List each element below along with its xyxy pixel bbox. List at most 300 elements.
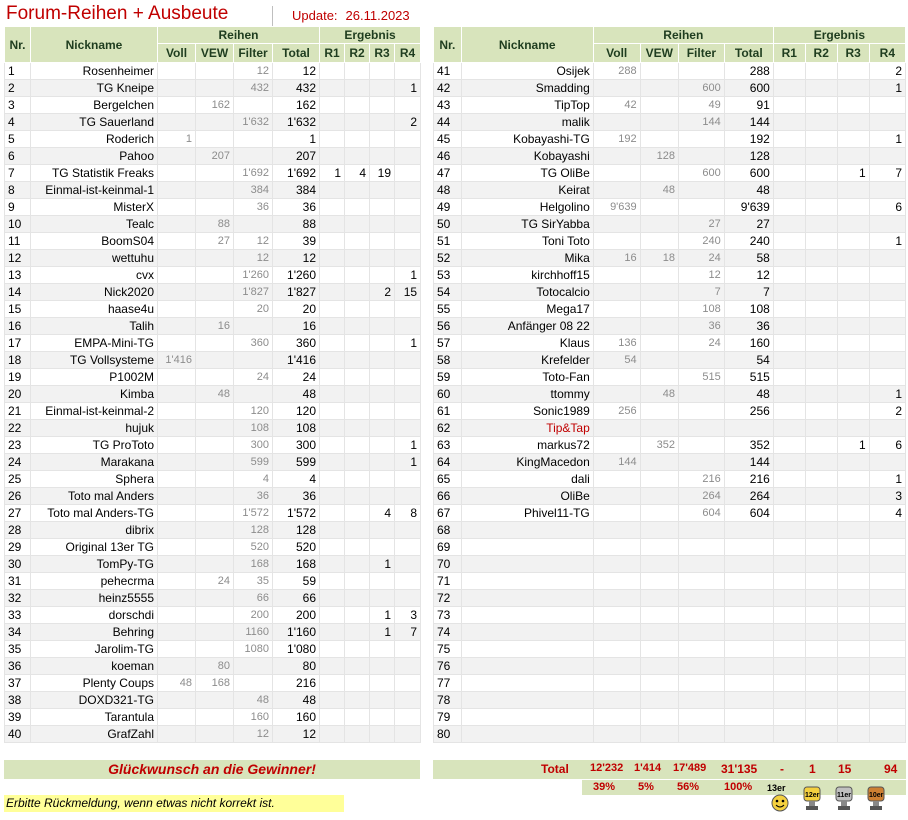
- row-r3: [370, 369, 395, 386]
- row-vew: 80: [196, 658, 234, 675]
- row-voll: [158, 148, 196, 165]
- row-r3: [837, 369, 869, 386]
- row-vew: [640, 726, 678, 743]
- row-nr: 50: [434, 216, 462, 233]
- table-row: [434, 301, 906, 318]
- row-filter: 520: [234, 539, 273, 556]
- total-total: 31'135: [721, 762, 758, 776]
- row-r3: [837, 590, 869, 607]
- row-r4: [869, 522, 905, 539]
- row-voll: [158, 590, 196, 607]
- row-vew: 27: [196, 233, 234, 250]
- row-nickname: [461, 624, 593, 641]
- row-vew: [640, 658, 678, 675]
- row-nickname: wettuhu: [31, 250, 158, 267]
- row-filter: [678, 63, 724, 80]
- row-nr: 23: [5, 437, 31, 454]
- row-r2: [345, 148, 370, 165]
- row-r2: [805, 80, 837, 97]
- row-voll: [158, 114, 196, 131]
- row-total: 88: [273, 216, 320, 233]
- row-voll: [158, 658, 196, 675]
- update-label: Update:: [292, 8, 338, 23]
- row-total: 1'692: [273, 165, 320, 182]
- row-nickname: [461, 641, 593, 658]
- row-vew: 168: [196, 675, 234, 692]
- row-nickname: Toni Toto: [461, 233, 593, 250]
- col-nickname: Nickname: [461, 27, 593, 63]
- row-r2: [805, 471, 837, 488]
- row-vew: 48: [640, 386, 678, 403]
- row-r1: [320, 233, 345, 250]
- row-vew: [640, 624, 678, 641]
- table-row: [434, 675, 906, 692]
- update-date: 26.11.2023: [345, 8, 410, 23]
- row-filter: [678, 148, 724, 165]
- pct-total: 100%: [724, 781, 753, 793]
- row-r3: [370, 80, 395, 97]
- row-filter: 24: [234, 369, 273, 386]
- table-row: [5, 318, 421, 335]
- row-nickname: cvx: [31, 267, 158, 284]
- row-filter: 1'260: [234, 267, 273, 284]
- row-nickname: Helgolino: [461, 199, 593, 216]
- group-reihen: Reihen: [593, 27, 773, 44]
- row-nickname: [461, 556, 593, 573]
- row-total: [724, 539, 773, 556]
- row-voll: [158, 471, 196, 488]
- row-r1: [320, 148, 345, 165]
- row-r1: [320, 420, 345, 437]
- row-vew: [640, 233, 678, 250]
- row-filter: 120: [234, 403, 273, 420]
- row-r2: [345, 675, 370, 692]
- row-r1: [773, 318, 805, 335]
- row-vew: [640, 216, 678, 233]
- table-row: [5, 199, 421, 216]
- row-r1: [773, 505, 805, 522]
- col-r4: R4: [869, 44, 905, 63]
- row-nr: 30: [5, 556, 31, 573]
- row-r4: [869, 607, 905, 624]
- row-filter: [234, 318, 273, 335]
- row-total: [724, 624, 773, 641]
- row-nickname: Krefelder: [461, 352, 593, 369]
- row-voll: [158, 267, 196, 284]
- row-r2: [805, 624, 837, 641]
- row-r3: [837, 114, 869, 131]
- row-r4: [869, 335, 905, 352]
- row-nickname: Smadding: [461, 80, 593, 97]
- row-r1: [320, 80, 345, 97]
- table-row: [434, 114, 906, 131]
- row-total: 59: [273, 573, 320, 590]
- row-total: 7: [724, 284, 773, 301]
- row-nickname: Kobayashi: [461, 148, 593, 165]
- row-filter: [678, 454, 724, 471]
- row-nr: 55: [434, 301, 462, 318]
- row-vew: [196, 403, 234, 420]
- row-filter: 1160: [234, 624, 273, 641]
- row-nickname: OliBe: [461, 488, 593, 505]
- row-r1: [773, 165, 805, 182]
- row-r2: [345, 335, 370, 352]
- row-filter: 48: [234, 692, 273, 709]
- row-nr: 70: [434, 556, 462, 573]
- row-filter: 216: [678, 471, 724, 488]
- row-r4: [395, 216, 421, 233]
- table-row: [434, 165, 906, 182]
- row-vew: [196, 641, 234, 658]
- row-voll: [593, 318, 640, 335]
- row-filter: 599: [234, 454, 273, 471]
- row-r3: [370, 267, 395, 284]
- row-r2: [345, 284, 370, 301]
- row-r2: [805, 522, 837, 539]
- row-vew: [640, 488, 678, 505]
- row-nickname: malik: [461, 114, 593, 131]
- row-nr: 25: [5, 471, 31, 488]
- row-voll: [158, 624, 196, 641]
- row-total: 12: [273, 250, 320, 267]
- row-r1: [320, 454, 345, 471]
- row-nickname: [461, 726, 593, 743]
- row-nickname: Marakana: [31, 454, 158, 471]
- row-voll: [593, 658, 640, 675]
- row-r2: [805, 726, 837, 743]
- row-nickname: Talih: [31, 318, 158, 335]
- row-r2: [345, 624, 370, 641]
- row-voll: [158, 301, 196, 318]
- row-nickname: dibrix: [31, 522, 158, 539]
- row-total: 12: [724, 267, 773, 284]
- row-r4: [395, 233, 421, 250]
- row-voll: 16: [593, 250, 640, 267]
- row-r4: [395, 199, 421, 216]
- row-r4: 1: [869, 80, 905, 97]
- table-row: [5, 692, 421, 709]
- row-r4: [395, 63, 421, 80]
- row-voll: [593, 80, 640, 97]
- table-row: [5, 539, 421, 556]
- col-nickname: Nickname: [31, 27, 158, 63]
- row-r1: [773, 369, 805, 386]
- row-filter: [678, 556, 724, 573]
- table-row: [434, 63, 906, 80]
- row-nickname: [461, 539, 593, 556]
- table-row: [434, 709, 906, 726]
- table-row: [434, 471, 906, 488]
- row-filter: [678, 573, 724, 590]
- row-vew: 48: [640, 182, 678, 199]
- row-r3: [837, 335, 869, 352]
- row-r3: [370, 386, 395, 403]
- row-r3: [837, 607, 869, 624]
- row-r4: [395, 420, 421, 437]
- row-r4: [869, 420, 905, 437]
- row-total: 300: [273, 437, 320, 454]
- row-r4: 7: [869, 165, 905, 182]
- row-r3: [837, 471, 869, 488]
- row-nr: 20: [5, 386, 31, 403]
- row-nickname: Keirat: [461, 182, 593, 199]
- row-nr: 36: [5, 658, 31, 675]
- row-r4: [395, 590, 421, 607]
- row-vew: [640, 420, 678, 437]
- row-voll: [158, 284, 196, 301]
- row-voll: [158, 165, 196, 182]
- row-voll: [158, 199, 196, 216]
- row-filter: 1'827: [234, 284, 273, 301]
- total-r1: -: [780, 762, 784, 776]
- row-filter: 144: [678, 114, 724, 131]
- totals-label: Total: [541, 762, 569, 776]
- update-info: [292, 8, 410, 23]
- row-nickname: TipTop: [461, 97, 593, 114]
- group-ergebnis: Ergebnis: [320, 27, 421, 44]
- row-nickname: koeman: [31, 658, 158, 675]
- row-total: 192: [724, 131, 773, 148]
- row-voll: [158, 556, 196, 573]
- row-vew: 88: [196, 216, 234, 233]
- row-r2: [805, 386, 837, 403]
- row-r4: [395, 148, 421, 165]
- row-nickname: [461, 607, 593, 624]
- row-voll: [593, 709, 640, 726]
- row-filter: [678, 726, 724, 743]
- row-vew: 48: [196, 386, 234, 403]
- table-row: [434, 335, 906, 352]
- row-filter: 432: [234, 80, 273, 97]
- row-r4: 1: [395, 267, 421, 284]
- row-r4: [395, 556, 421, 573]
- table-row: [5, 522, 421, 539]
- row-vew: [640, 641, 678, 658]
- row-r1: [320, 386, 345, 403]
- row-r1: [773, 335, 805, 352]
- row-voll: [593, 369, 640, 386]
- row-r2: [805, 97, 837, 114]
- row-total: 48: [273, 386, 320, 403]
- row-vew: [640, 522, 678, 539]
- table-row: [434, 250, 906, 267]
- row-voll: [158, 369, 196, 386]
- row-r4: [395, 318, 421, 335]
- total-r3: 15: [838, 762, 852, 776]
- row-filter: 35: [234, 573, 273, 590]
- row-r2: [805, 250, 837, 267]
- row-nr: 66: [434, 488, 462, 505]
- row-voll: [593, 641, 640, 658]
- row-vew: [196, 556, 234, 573]
- col-r2: R2: [345, 44, 370, 63]
- row-total: 264: [724, 488, 773, 505]
- row-vew: [196, 301, 234, 318]
- total-vew: 1'414: [634, 762, 662, 774]
- row-filter: 12: [234, 250, 273, 267]
- row-r2: [805, 607, 837, 624]
- row-vew: [640, 165, 678, 182]
- row-voll: 1'416: [158, 352, 196, 369]
- row-vew: [640, 709, 678, 726]
- table-row: [434, 267, 906, 284]
- right-table: [433, 26, 906, 743]
- row-r4: 6: [869, 199, 905, 216]
- row-nickname: Rosenheimer: [31, 63, 158, 80]
- row-nickname: ttommy: [461, 386, 593, 403]
- row-r3: [837, 97, 869, 114]
- row-r1: [320, 352, 345, 369]
- row-r4: [869, 590, 905, 607]
- table-row: [5, 352, 421, 369]
- table-row: [434, 97, 906, 114]
- row-nickname: [461, 709, 593, 726]
- row-filter: 12: [678, 267, 724, 284]
- col-r2: R2: [805, 44, 837, 63]
- row-filter: 24: [678, 335, 724, 352]
- total-filter: 17'489: [673, 762, 707, 774]
- row-total: [724, 675, 773, 692]
- row-r3: [370, 199, 395, 216]
- row-r3: [837, 63, 869, 80]
- row-vew: [196, 80, 234, 97]
- row-r1: [773, 301, 805, 318]
- row-r1: [773, 148, 805, 165]
- table-row: [5, 726, 421, 743]
- col-vew: VEW: [640, 44, 678, 63]
- row-r3: [370, 97, 395, 114]
- row-filter: 7: [678, 284, 724, 301]
- row-vew: [196, 131, 234, 148]
- row-vew: [196, 590, 234, 607]
- table-row: [434, 369, 906, 386]
- row-r2: [805, 267, 837, 284]
- row-nr: 59: [434, 369, 462, 386]
- row-voll: 48: [158, 675, 196, 692]
- row-nickname: Kobayashi-TG: [461, 131, 593, 148]
- row-filter: [678, 182, 724, 199]
- row-vew: [196, 607, 234, 624]
- row-r4: 7: [395, 624, 421, 641]
- row-vew: [196, 726, 234, 743]
- row-total: 4: [273, 471, 320, 488]
- row-vew: [640, 590, 678, 607]
- row-r2: [805, 165, 837, 182]
- row-r4: [869, 114, 905, 131]
- row-total: [724, 556, 773, 573]
- table-row: [5, 556, 421, 573]
- row-filter: [678, 590, 724, 607]
- row-r2: [345, 267, 370, 284]
- row-voll: [593, 471, 640, 488]
- row-r1: [773, 403, 805, 420]
- row-filter: [678, 539, 724, 556]
- row-nr: 58: [434, 352, 462, 369]
- row-r3: [837, 556, 869, 573]
- page-title: Forum-Reihen + Ausbeute: [6, 3, 229, 24]
- row-r2: [805, 709, 837, 726]
- table-row: [5, 709, 421, 726]
- row-vew: [640, 556, 678, 573]
- row-total: 162: [273, 97, 320, 114]
- row-r1: [320, 63, 345, 80]
- table-row: [5, 505, 421, 522]
- row-r4: 3: [869, 488, 905, 505]
- row-nickname: Einmal-ist-keinmal-1: [31, 182, 158, 199]
- row-r2: [805, 556, 837, 573]
- total-voll: 12'232: [590, 762, 624, 774]
- row-vew: [640, 539, 678, 556]
- table-row: [5, 658, 421, 675]
- row-filter: [234, 131, 273, 148]
- table-row: [5, 114, 421, 131]
- row-nr: 38: [5, 692, 31, 709]
- row-nr: 73: [434, 607, 462, 624]
- row-r3: [837, 675, 869, 692]
- row-r2: [345, 352, 370, 369]
- row-total: 216: [273, 675, 320, 692]
- row-nr: 68: [434, 522, 462, 539]
- row-filter: [678, 437, 724, 454]
- row-filter: 200: [234, 607, 273, 624]
- row-r2: [805, 420, 837, 437]
- table-row: [434, 437, 906, 454]
- row-nr: 79: [434, 709, 462, 726]
- col-total: Total: [724, 44, 773, 63]
- row-r2: [805, 199, 837, 216]
- row-nr: 44: [434, 114, 462, 131]
- trophy-legend: [766, 781, 906, 815]
- row-r4: 2: [395, 114, 421, 131]
- row-total: 600: [724, 80, 773, 97]
- row-total: 66: [273, 590, 320, 607]
- trophy-icons: [766, 781, 906, 815]
- table-row: [5, 335, 421, 352]
- row-nr: 52: [434, 250, 462, 267]
- col-nr: Nr.: [5, 27, 31, 63]
- row-vew: [196, 182, 234, 199]
- row-vew: [196, 505, 234, 522]
- row-filter: [678, 131, 724, 148]
- row-voll: [158, 97, 196, 114]
- row-total: 1'632: [273, 114, 320, 131]
- row-nr: 22: [5, 420, 31, 437]
- row-filter: [678, 709, 724, 726]
- row-nr: 4: [5, 114, 31, 131]
- row-nickname: TG OliBe: [461, 165, 593, 182]
- row-r2: [805, 301, 837, 318]
- row-nr: 51: [434, 233, 462, 250]
- row-r3: [837, 539, 869, 556]
- row-voll: [158, 63, 196, 80]
- row-vew: 207: [196, 148, 234, 165]
- row-r3: [837, 199, 869, 216]
- row-total: 384: [273, 182, 320, 199]
- row-r1: [773, 522, 805, 539]
- row-r4: [395, 726, 421, 743]
- row-total: 144: [724, 454, 773, 471]
- row-nickname: [461, 675, 593, 692]
- row-r2: [345, 505, 370, 522]
- row-r3: 2: [370, 284, 395, 301]
- row-voll: [158, 692, 196, 709]
- row-voll: [593, 590, 640, 607]
- row-nr: 48: [434, 182, 462, 199]
- row-voll: [593, 182, 640, 199]
- row-nr: 63: [434, 437, 462, 454]
- row-total: 599: [273, 454, 320, 471]
- row-r4: [395, 658, 421, 675]
